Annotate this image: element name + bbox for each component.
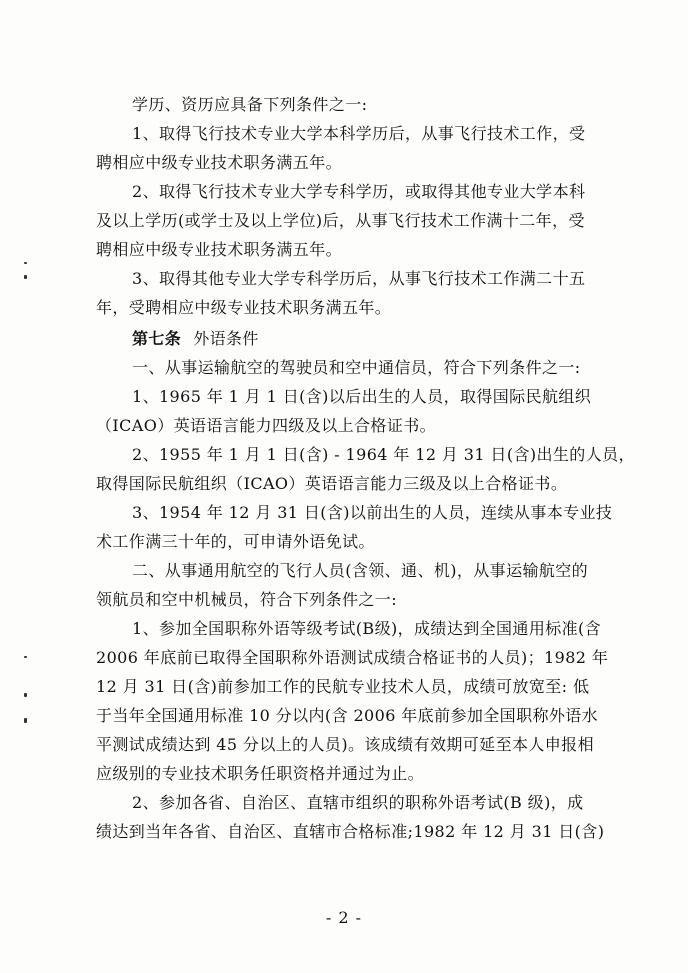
paragraph-line: （ICAO）英语语言能力四级及以上合格证书。: [96, 416, 437, 435]
paragraph-line: 1、取得飞行技术专业大学本科学历后，从事飞行技术工作，受: [132, 124, 586, 143]
foreign-language-requirements-section: [96, 353, 635, 846]
paragraph-line: 1、1965 年 1 月 1 日(含)以后出生的人员，取得国际民航组织: [132, 387, 592, 406]
article-number: 第七条: [132, 329, 182, 348]
paragraph-line: 一、从事运输航空的驾驶员和空中通信员，符合下列条件之一:: [132, 358, 581, 377]
paragraph-line: 1、参加全国职称外语等级考试(B级)，成绩达到全国通用标准(含: [132, 619, 602, 638]
paragraph-line: 平测试成绩达到 45 分以上的人员)。该成绩有效期可延至本人申报相: [96, 735, 594, 754]
paragraph-line: 聘相应中级专业技术职务满五年。: [96, 153, 343, 172]
paragraph-line: 应级别的专业技术职务任职资格并通过为止。: [96, 764, 425, 783]
binding-mark: [24, 718, 27, 723]
paragraph-line: 聘相应中级专业技术职务满五年。: [96, 240, 343, 259]
paragraph-line: 于当年全国通用标准 10 分以内(含 2006 年底前参加全国职称外语水: [96, 706, 599, 725]
paragraph-line: 术工作满三十年的，可申请外语免试。: [96, 532, 375, 551]
article-heading: [96, 324, 590, 353]
document-body: [96, 90, 635, 846]
article-title: 外语条件: [193, 329, 259, 348]
paragraph-line: 2006 年底前已取得全国职称外语测试成绩合格证书的人员)；1982 年: [96, 648, 609, 667]
paragraph-line: 及以上学历(或学士及以上学位)后，从事飞行技术工作满十二年，受: [96, 211, 585, 230]
binding-mark: [24, 262, 27, 264]
paragraph-line: 二、从事通用航空的飞行人员(含领、通、机)，从事运输航空的: [132, 561, 589, 580]
paragraph-line: 2、参加各省、自治区、直辖市组织的职称外语考试(B 级)，成: [132, 793, 584, 812]
paragraph-line: 学历、资历应具备下列条件之一:: [132, 95, 368, 114]
paragraph-line: 年，受聘相应中级专业技术职务满五年。: [96, 298, 392, 317]
paragraph-line: 3、1954 年 12 月 31 日(含)以前出生的人员，连续从事本专业技: [132, 503, 613, 522]
paragraph-line: 绩达到当年各省、自治区、直辖市合格标准;1982 年 12 月 31 日(含): [96, 822, 605, 841]
binding-mark: [24, 693, 27, 697]
page-number: - 2 -: [325, 908, 363, 927]
binding-mark: [24, 275, 27, 279]
paragraph-line: 取得国际民航组织（ICAO）英语语言能力三级及以上合格证书。: [96, 474, 568, 493]
paragraph-line: 12 月 31 日(含)前参加工作的民航专业技术人员，成绩可放宽至: 低: [96, 677, 590, 696]
paragraph-line: 3、取得其他专业大学专科学历后，从事飞行技术工作满二十五: [132, 269, 586, 288]
paragraph-line: 2、1955 年 1 月 1 日(含) - 1964 年 12 月 31 日(含)出生的人员，: [132, 445, 635, 464]
binding-mark: [24, 656, 27, 658]
education-requirements-section: [96, 90, 590, 322]
paragraph-line: 领航员和空中机械员，符合下列条件之一:: [96, 590, 397, 609]
paragraph-line: 2、取得飞行技术专业大学专科学历，或取得其他专业大学本科: [132, 182, 586, 201]
